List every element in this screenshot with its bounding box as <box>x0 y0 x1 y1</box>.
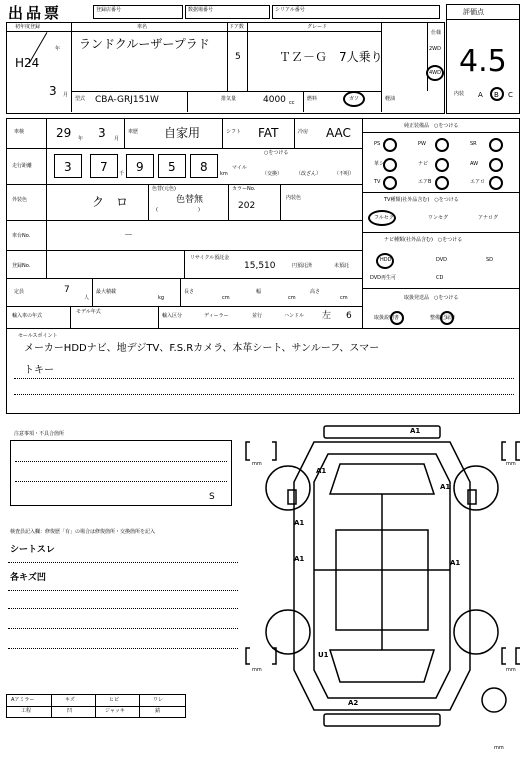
model-code: CBA-GRJ151W <box>95 95 159 105</box>
fuel-selected-circle <box>343 91 365 107</box>
door-count: 5 <box>235 52 241 62</box>
vehicle-name: ランドクルーザープラド <box>79 37 210 51</box>
shift: FAT <box>258 126 279 140</box>
legend-table: Aアミラー キズ ヒビ ワレ 工程 凹 ジャッキ 錆 <box>6 694 186 718</box>
inspection-year: 29 <box>56 126 72 140</box>
header-box-3: シリアル番号 <box>272 5 440 19</box>
recycle-fee: 15,510 <box>244 261 276 271</box>
usage: 自家用 <box>164 126 201 140</box>
header-box-1: 登録店番号 <box>93 5 183 19</box>
rating-box: 評価点 4.5 <box>446 4 520 114</box>
page-title: 出品票 <box>8 4 63 22</box>
inspector-line2: 各キズ凹 <box>10 573 46 583</box>
drive-selected-circle <box>426 65 444 81</box>
header-box-2: 数据場番号 <box>185 5 270 19</box>
color-change: 色替無 <box>176 195 204 205</box>
interior-grade-circle <box>490 87 504 101</box>
car-diagram <box>244 420 520 740</box>
capacity: 7 <box>64 285 70 295</box>
steering: 左 <box>322 311 332 321</box>
displacement: 4000 <box>263 95 286 105</box>
inspection-month: 3 <box>98 126 106 140</box>
sales-point-line1: メーカーHDDナビ、地デジTV、F.S.Rカメラ、本革シート、サンルーフ、スマー <box>24 343 380 354</box>
color-code: 202 <box>238 201 256 211</box>
ac: AAC <box>326 126 351 140</box>
first-reg-year: H24 <box>15 56 40 70</box>
vehicle-box: 初年度登録 H24 年 3 月 車名 ドア数 グレード ランドクルーザープラド 5 ＴＺ－Ｇ 7人乗り 型式 CBA-GRJ151W 排気量 4000 cc 燃料 ガソ 軽油 仕様 2WD 4WD <box>6 22 445 114</box>
sales-point-line2: トキー <box>24 365 54 376</box>
exterior-color: ク ロ <box>92 195 129 209</box>
notes-box: S <box>10 440 232 506</box>
grade: ＴＺ－Ｇ 7人乗り <box>279 50 383 64</box>
inspector-line1: シートスレ <box>10 545 55 555</box>
rating-value: 4.5 <box>459 44 507 79</box>
first-reg-month: 3 <box>49 84 57 98</box>
